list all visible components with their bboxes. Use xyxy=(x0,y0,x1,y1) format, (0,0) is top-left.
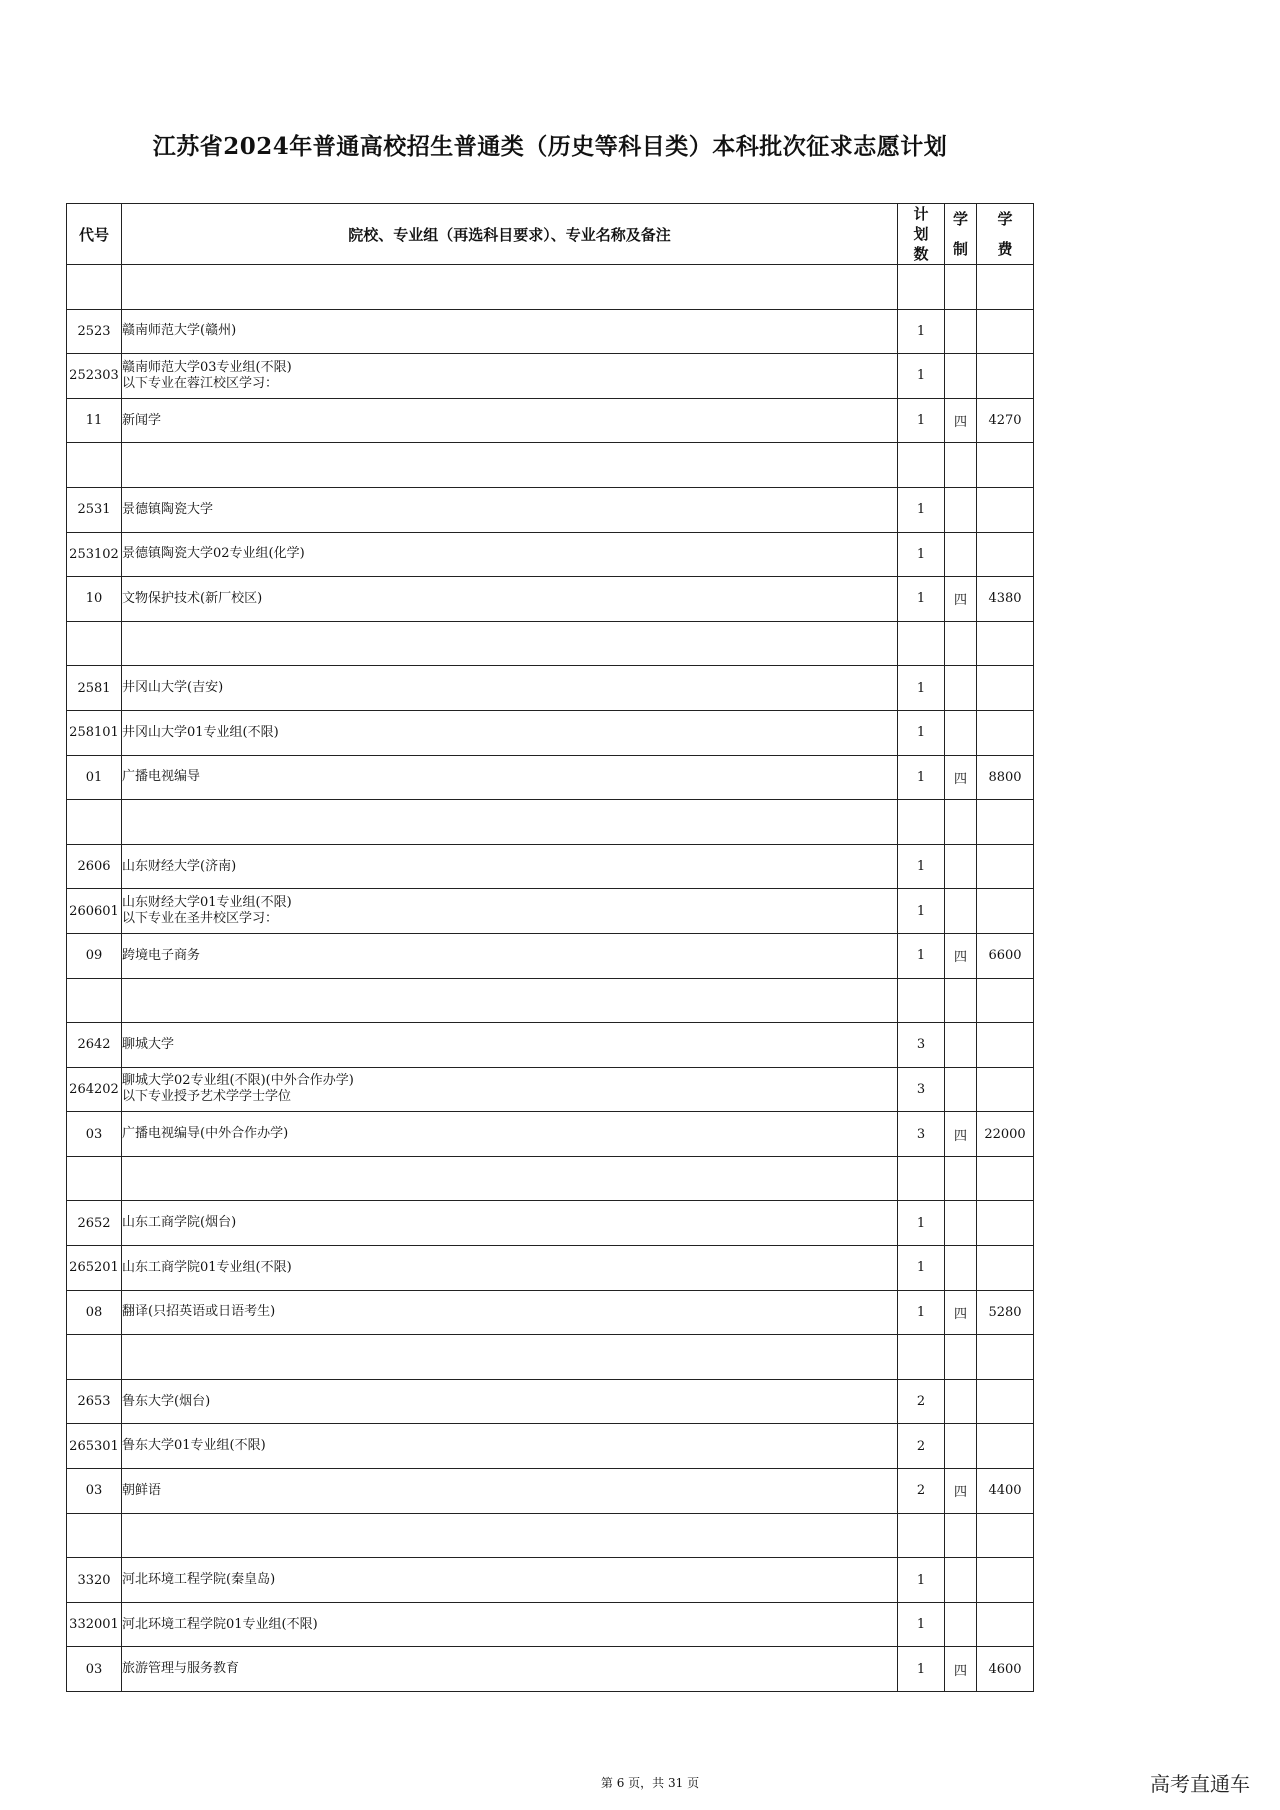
fee-cell xyxy=(977,309,1034,354)
name-line: 广播电视编导 xyxy=(122,769,201,785)
plan-cell: 1 xyxy=(898,354,945,399)
name-line: 河北环境工程学院(秦皇岛) xyxy=(122,1572,276,1588)
plan-cell xyxy=(898,1513,945,1558)
code-cell: 11 xyxy=(67,398,122,443)
table-row xyxy=(67,577,1034,622)
name-line: 赣南师范大学(赣州) xyxy=(122,323,237,339)
name-note-line: 以下专业在蓉江校区学习： xyxy=(122,375,279,391)
table-row xyxy=(67,487,1034,532)
name-cell xyxy=(122,487,898,532)
duration-cell xyxy=(945,265,977,310)
duration-cell xyxy=(945,443,977,488)
name-cell xyxy=(122,1112,898,1157)
table-row xyxy=(67,755,1034,800)
code-cell: 2531 xyxy=(67,487,122,532)
fee-cell xyxy=(977,487,1034,532)
table-row xyxy=(67,443,1034,488)
name-line: 山东财经大学(济南) xyxy=(122,858,237,874)
fee-cell xyxy=(977,1558,1034,1603)
table-row xyxy=(67,1156,1034,1201)
table-row xyxy=(67,309,1034,354)
name-cell xyxy=(122,354,898,399)
name-line: 赣南师范大学03专业组(不限) xyxy=(122,359,292,375)
table-row xyxy=(67,354,1034,399)
table-row xyxy=(67,1469,1034,1514)
name-cell xyxy=(122,621,898,666)
fee-cell xyxy=(977,621,1034,666)
table-row xyxy=(67,889,1034,934)
name-cell xyxy=(122,1156,898,1201)
name-line: 山东工商学院(烟台) xyxy=(122,1215,237,1231)
code-cell: 265201 xyxy=(67,1246,122,1291)
plan-cell xyxy=(898,1335,945,1380)
name-cell xyxy=(122,398,898,443)
name-cell xyxy=(122,1469,898,1514)
plan-cell: 1 xyxy=(898,487,945,532)
fee-cell: 6600 xyxy=(977,933,1034,978)
plan-cell: 3 xyxy=(898,1112,945,1157)
name-cell xyxy=(122,1023,898,1068)
plan-cell: 1 xyxy=(898,309,945,354)
duration-cell xyxy=(945,1379,977,1424)
plan-cell xyxy=(898,1156,945,1201)
table-body xyxy=(67,265,1034,1692)
plan-cell: 1 xyxy=(898,1602,945,1647)
plan-cell: 1 xyxy=(898,933,945,978)
table-header-row xyxy=(67,204,1034,265)
code-cell xyxy=(67,443,122,488)
code-cell xyxy=(67,621,122,666)
duration-cell xyxy=(945,621,977,666)
plan-cell: 1 xyxy=(898,1246,945,1291)
header-duration-char: 制 xyxy=(952,240,968,258)
duration-cell: 四 xyxy=(945,1469,977,1514)
plan-cell: 1 xyxy=(898,1290,945,1335)
name-cell xyxy=(122,443,898,488)
fee-cell xyxy=(977,354,1034,399)
name-cell xyxy=(122,755,898,800)
code-cell: 2642 xyxy=(67,1023,122,1068)
fee-cell xyxy=(977,532,1034,577)
fee-cell xyxy=(977,666,1034,711)
duration-cell xyxy=(945,666,977,711)
header-fee xyxy=(977,204,1034,265)
name-line: 山东财经大学01专业组(不限) xyxy=(122,895,292,911)
duration-cell xyxy=(945,1246,977,1291)
name-line: 井冈山大学01专业组(不限) xyxy=(122,724,279,740)
table-row xyxy=(67,1379,1034,1424)
duration-cell xyxy=(945,1156,977,1201)
plan-cell: 3 xyxy=(898,1067,945,1112)
plan-cell: 1 xyxy=(898,577,945,622)
name-cell xyxy=(122,1602,898,1647)
code-cell: 253102 xyxy=(67,532,122,577)
name-line: 文物保护技术(新厂校区) xyxy=(122,590,263,606)
duration-cell xyxy=(945,800,977,845)
code-cell: 03 xyxy=(67,1469,122,1514)
header-plan-char: 计 xyxy=(913,205,929,223)
table-row xyxy=(67,1602,1034,1647)
table-row xyxy=(67,1023,1034,1068)
header-duration xyxy=(945,204,977,265)
code-cell: 08 xyxy=(67,1290,122,1335)
code-cell xyxy=(67,1335,122,1380)
code-cell: 3320 xyxy=(67,1558,122,1603)
code-cell: 265301 xyxy=(67,1424,122,1469)
plan-cell: 1 xyxy=(898,710,945,755)
duration-cell xyxy=(945,889,977,934)
name-cell xyxy=(122,800,898,845)
plan-cell: 2 xyxy=(898,1379,945,1424)
plan-cell: 3 xyxy=(898,1023,945,1068)
name-cell xyxy=(122,1379,898,1424)
name-line: 景德镇陶瓷大学 xyxy=(122,501,214,517)
name-cell xyxy=(122,666,898,711)
plan-cell xyxy=(898,621,945,666)
name-cell xyxy=(122,1513,898,1558)
table-row xyxy=(67,398,1034,443)
plan-cell: 2 xyxy=(898,1469,945,1514)
name-line: 鲁东大学(烟台) xyxy=(122,1393,211,1409)
name-cell xyxy=(122,844,898,889)
name-cell xyxy=(122,1246,898,1291)
table-row xyxy=(67,621,1034,666)
page-footer: 第 6 页，共 31 页 xyxy=(600,1776,700,1790)
fee-cell: 4400 xyxy=(977,1469,1034,1514)
name-cell xyxy=(122,889,898,934)
table-row xyxy=(67,1246,1034,1291)
table-row xyxy=(67,844,1034,889)
header-plan xyxy=(898,204,945,265)
fee-cell xyxy=(977,1602,1034,1647)
name-cell xyxy=(122,1647,898,1692)
table-row xyxy=(67,1647,1034,1692)
code-cell: 260601 xyxy=(67,889,122,934)
name-cell xyxy=(122,532,898,577)
name-note-line: 以下专业授予艺术学学士学位 xyxy=(122,1089,292,1105)
name-line: 旅游管理与服务教育 xyxy=(122,1661,240,1677)
name-cell xyxy=(122,1558,898,1603)
header-plan-char: 数 xyxy=(913,245,929,263)
fee-cell xyxy=(977,1335,1034,1380)
duration-cell xyxy=(945,1067,977,1112)
name-cell xyxy=(122,1201,898,1246)
duration-cell xyxy=(945,1424,977,1469)
name-cell xyxy=(122,265,898,310)
name-cell xyxy=(122,309,898,354)
plan-cell: 1 xyxy=(898,755,945,800)
header-duration-char: 学 xyxy=(952,210,968,228)
fee-cell xyxy=(977,889,1034,934)
code-cell: 258101 xyxy=(67,710,122,755)
duration-cell xyxy=(945,487,977,532)
name-line: 景德镇陶瓷大学02专业组(化学) xyxy=(122,546,305,562)
header-code: 代号 xyxy=(67,204,122,265)
plan-cell xyxy=(898,800,945,845)
plan-cell: 1 xyxy=(898,889,945,934)
code-cell: 2523 xyxy=(67,309,122,354)
fee-cell xyxy=(977,1379,1034,1424)
name-cell xyxy=(122,1424,898,1469)
duration-cell xyxy=(945,532,977,577)
fee-cell xyxy=(977,844,1034,889)
plan-cell: 1 xyxy=(898,398,945,443)
fee-cell xyxy=(977,443,1034,488)
fee-cell: 22000 xyxy=(977,1112,1034,1157)
plan-cell: 1 xyxy=(898,1558,945,1603)
watermark-logo-text: 高考直通车 xyxy=(1150,1772,1250,1796)
code-cell xyxy=(67,800,122,845)
code-cell: 10 xyxy=(67,577,122,622)
table-row xyxy=(67,1201,1034,1246)
fee-cell xyxy=(977,1023,1034,1068)
name-line: 河北环境工程学院01专业组(不限) xyxy=(122,1616,318,1632)
fee-cell: 5280 xyxy=(977,1290,1034,1335)
table-row xyxy=(67,978,1034,1023)
duration-cell xyxy=(945,1602,977,1647)
name-cell xyxy=(122,933,898,978)
code-cell: 252303 xyxy=(67,354,122,399)
table-row xyxy=(67,1290,1034,1335)
fee-cell xyxy=(977,1513,1034,1558)
code-cell: 2653 xyxy=(67,1379,122,1424)
duration-cell xyxy=(945,1558,977,1603)
header-name: 院校、专业组（再选科目要求）、专业名称及备注 xyxy=(122,204,898,265)
code-cell: 2652 xyxy=(67,1201,122,1246)
fee-cell xyxy=(977,1201,1034,1246)
code-cell: 2606 xyxy=(67,844,122,889)
fee-cell xyxy=(977,1067,1034,1112)
name-note-line: 以下专业在圣井校区学习： xyxy=(122,911,279,927)
duration-cell: 四 xyxy=(945,577,977,622)
code-cell xyxy=(67,1513,122,1558)
table-row xyxy=(67,800,1034,845)
plan-cell: 2 xyxy=(898,1424,945,1469)
table-row xyxy=(67,1335,1034,1380)
plan-cell: 1 xyxy=(898,666,945,711)
name-line: 新闻学 xyxy=(122,412,162,428)
duration-cell xyxy=(945,710,977,755)
plan-cell: 1 xyxy=(898,1647,945,1692)
name-cell xyxy=(122,577,898,622)
duration-cell: 四 xyxy=(945,398,977,443)
table-row xyxy=(67,1513,1034,1558)
duration-cell: 四 xyxy=(945,1112,977,1157)
name-cell xyxy=(122,978,898,1023)
plan-cell: 1 xyxy=(898,532,945,577)
code-cell: 01 xyxy=(67,755,122,800)
fee-cell: 4600 xyxy=(977,1647,1034,1692)
duration-cell xyxy=(945,1335,977,1380)
duration-cell xyxy=(945,844,977,889)
fee-cell xyxy=(977,710,1034,755)
name-cell xyxy=(122,1335,898,1380)
name-line: 广播电视编导(中外合作办学) xyxy=(122,1126,289,1142)
duration-cell xyxy=(945,309,977,354)
code-cell: 03 xyxy=(67,1112,122,1157)
plan-cell xyxy=(898,443,945,488)
duration-cell xyxy=(945,978,977,1023)
duration-cell xyxy=(945,1201,977,1246)
fee-cell xyxy=(977,978,1034,1023)
fee-cell xyxy=(977,1246,1034,1291)
header-fee-char: 费 xyxy=(997,240,1013,258)
fee-cell: 4380 xyxy=(977,577,1034,622)
fee-cell: 8800 xyxy=(977,755,1034,800)
code-cell xyxy=(67,265,122,310)
table-row xyxy=(67,265,1034,310)
fee-cell xyxy=(977,800,1034,845)
header-fee-char: 学 xyxy=(997,210,1013,228)
code-cell: 09 xyxy=(67,933,122,978)
enrollment-plan-table xyxy=(66,203,1034,1692)
name-cell xyxy=(122,710,898,755)
plan-cell xyxy=(898,265,945,310)
name-line: 聊城大学 xyxy=(122,1036,175,1052)
page-title: 江苏省2024年普通高校招生普通类（历史等科目类）本科批次征求志愿计划 xyxy=(152,133,948,160)
plan-cell: 1 xyxy=(898,844,945,889)
table-row xyxy=(67,1558,1034,1603)
name-cell xyxy=(122,1067,898,1112)
duration-cell: 四 xyxy=(945,1290,977,1335)
code-cell: 2581 xyxy=(67,666,122,711)
duration-cell: 四 xyxy=(945,755,977,800)
duration-cell: 四 xyxy=(945,933,977,978)
name-line: 鲁东大学01专业组(不限) xyxy=(122,1438,266,1454)
name-line: 跨境电子商务 xyxy=(122,947,201,963)
table-row xyxy=(67,532,1034,577)
name-line: 翻译(只招英语或日语考生) xyxy=(122,1304,276,1320)
code-cell: 03 xyxy=(67,1647,122,1692)
table-row xyxy=(67,1112,1034,1157)
table-row xyxy=(67,1067,1034,1112)
name-line: 聊城大学02专业组(不限)(中外合作办学) xyxy=(122,1073,354,1089)
fee-cell xyxy=(977,1156,1034,1201)
name-line: 山东工商学院01专业组(不限) xyxy=(122,1259,292,1275)
fee-cell xyxy=(977,265,1034,310)
code-cell xyxy=(67,1156,122,1201)
plan-cell: 1 xyxy=(898,1201,945,1246)
table-row xyxy=(67,1424,1034,1469)
fee-cell: 4270 xyxy=(977,398,1034,443)
code-cell xyxy=(67,978,122,1023)
code-cell: 264202 xyxy=(67,1067,122,1112)
duration-cell xyxy=(945,354,977,399)
fee-cell xyxy=(977,1424,1034,1469)
duration-cell xyxy=(945,1023,977,1068)
table-row xyxy=(67,933,1034,978)
header-plan-char: 划 xyxy=(913,225,929,243)
duration-cell: 四 xyxy=(945,1647,977,1692)
duration-cell xyxy=(945,1513,977,1558)
code-cell: 332001 xyxy=(67,1602,122,1647)
plan-cell xyxy=(898,978,945,1023)
table-row xyxy=(67,710,1034,755)
name-cell xyxy=(122,1290,898,1335)
name-line: 井冈山大学(吉安) xyxy=(122,680,224,696)
name-line: 朝鲜语 xyxy=(122,1482,162,1498)
table-row xyxy=(67,666,1034,711)
